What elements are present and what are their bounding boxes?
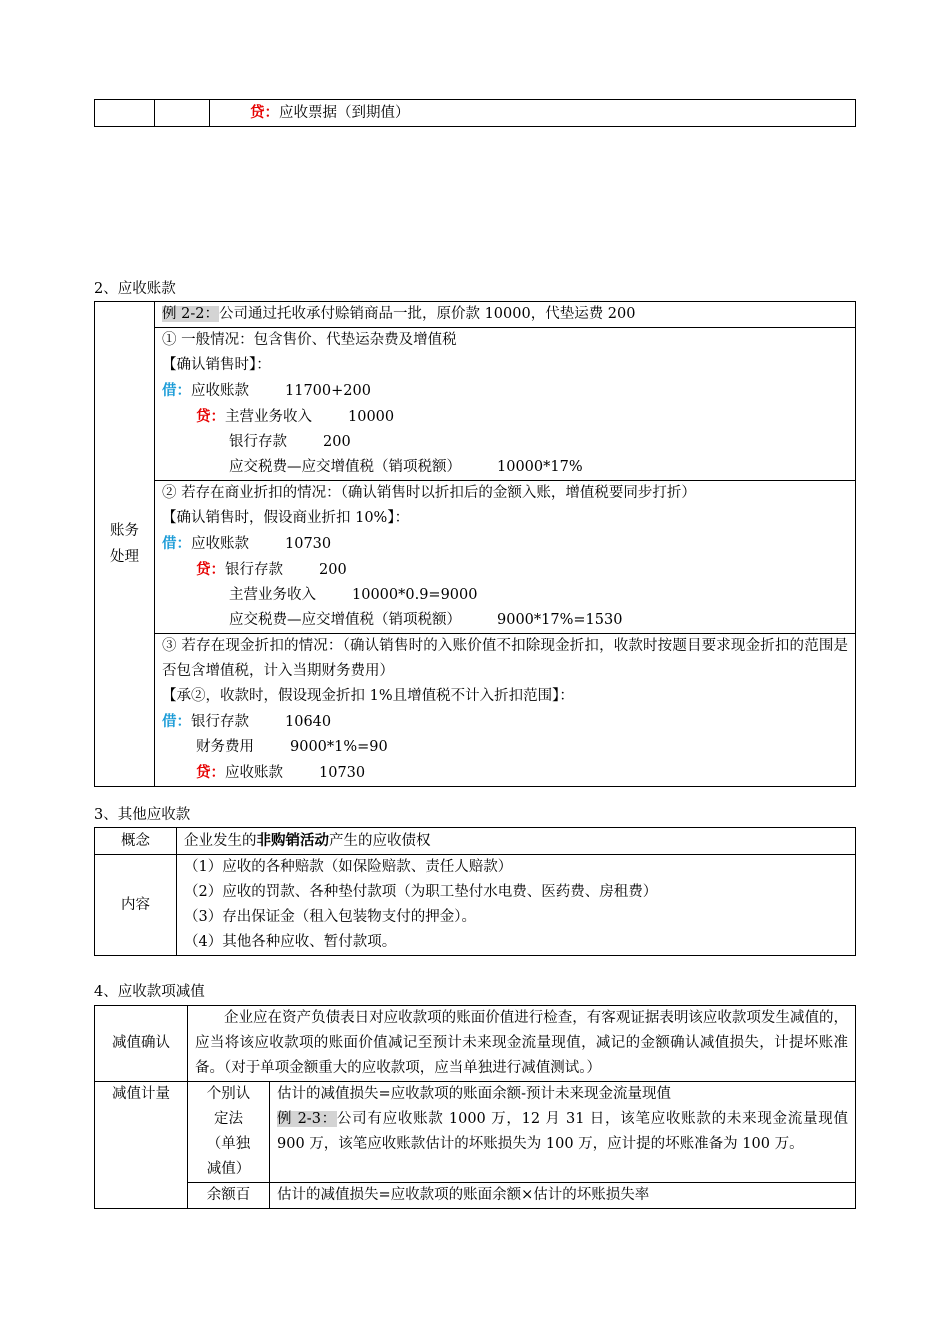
case-1-debit-line	[162, 378, 848, 404]
credit-label: 贷：	[250, 104, 279, 121]
debit-label: 借：	[162, 535, 191, 552]
list-item: （4）其他各种应收、暂付款项。	[184, 934, 397, 950]
credit-label: 贷：	[196, 561, 225, 578]
amount: 200	[319, 562, 347, 578]
method-2-formula: 估计的减值损失=应收款项的账面余额×估计的坏账损失率	[270, 1183, 856, 1209]
account: 银行存款	[191, 714, 249, 730]
account: 银行存款	[229, 434, 287, 450]
case-3-cell	[155, 634, 856, 787]
amount: 10000	[348, 409, 395, 425]
amount: 10640	[285, 714, 332, 730]
case-1-cell	[155, 328, 856, 481]
table-row	[95, 302, 856, 328]
credit-text: 应收票据（到期值）	[279, 105, 410, 121]
example-label: 例 2-2：	[162, 306, 219, 322]
account: 应收账款	[225, 765, 283, 781]
case-3-confirm: 【承②，收款时，假设现金折扣 1%且增值税不计入折扣范围】：	[162, 688, 574, 704]
method-1-cell	[270, 1082, 856, 1183]
concept-bold: 非购销活动	[256, 832, 329, 849]
case-2-cell	[155, 481, 856, 634]
account: 财务费用	[196, 739, 254, 755]
case-3-debit-line	[162, 709, 848, 735]
section-4-title: 4、应收款项减值	[94, 984, 205, 1000]
table-row	[95, 855, 856, 956]
amount: 10730	[285, 536, 332, 552]
table-row	[95, 1183, 856, 1209]
method-1-formula: 估计的减值损失=应收款项的账面余额-预计未来现金流量现值	[277, 1086, 672, 1102]
case-1-credit-line	[162, 455, 848, 480]
case-2-debit-line	[162, 531, 848, 557]
case-1-credit-line	[162, 430, 848, 455]
top-journal-table	[94, 99, 856, 127]
method-2-label: 余额百	[188, 1183, 270, 1209]
account: 应收账款	[191, 383, 249, 399]
concept-label: 概念	[95, 828, 177, 855]
method-1-label: 个别认定法（单独减值）	[188, 1082, 270, 1183]
concept-pre: 企业发生的	[184, 833, 257, 849]
credit-line	[210, 100, 856, 127]
amount: 10000*0.9=9000	[352, 587, 478, 603]
case-1-confirm: 【确认销售时】：	[162, 357, 271, 373]
case-3-title: ③ 若存在现金折扣的情况：（确认销售时的入账价值不扣除现金折扣，收款时按题目要求现金折扣的范围是否包含增值税，计入当期财务费用）	[162, 638, 848, 679]
content-label: 内容	[95, 855, 177, 956]
example-label: 例 2-3：	[277, 1111, 337, 1127]
case-3-credit-line	[162, 760, 848, 786]
section-3-title: 3、其他应收款	[94, 807, 191, 823]
table-row	[95, 634, 856, 787]
case-1-title: ① 一般情况：包含售价、代垫运杂费及增值税	[162, 332, 457, 348]
case-2-title: ② 若存在商业折扣的情况：（确认销售时以折扣后的金额入账，增值税要同步打折）	[162, 485, 696, 501]
amount: 9000*1%=90	[290, 739, 388, 755]
list-item: （3）存出保证金（租入包装物支付的押金）。	[184, 909, 476, 925]
case-2-credit-line	[162, 557, 848, 583]
receivables-table	[94, 301, 856, 787]
account: 主营业务收入	[229, 587, 316, 603]
amount: 200	[323, 434, 351, 450]
case-2-confirm: 【确认销售时，假设商业折扣 10%】：	[162, 510, 410, 526]
table-row	[95, 100, 856, 127]
empty-cell	[95, 100, 155, 127]
account: 应交税费—应交增值税（销项税额）	[229, 612, 461, 628]
debit-label: 借：	[162, 713, 191, 730]
content-cell	[177, 855, 856, 956]
credit-label: 贷：	[196, 408, 225, 425]
concept-cell	[177, 828, 856, 855]
account: 应交税费—应交增值税（销项税额）	[229, 459, 461, 475]
amount: 9000*17%=1530	[497, 612, 623, 628]
account: 应收账款	[191, 536, 249, 552]
debit-label: 借：	[162, 382, 191, 399]
case-2-credit-line	[162, 583, 848, 608]
impairment-table	[94, 1005, 856, 1209]
example-text: 公司有应收账款 1000 万，12 月 31 日，该笔应收账款的未来现金流量现值 900 万，该笔应收账款估计的坏账损失为 100 万，应计提的坏账准备为 100 万。	[277, 1111, 848, 1152]
account: 主营业务收入	[225, 409, 312, 425]
case-3-debit-line	[162, 735, 848, 760]
measurement-label: 减值计量	[95, 1082, 188, 1209]
amount: 10000*17%	[497, 459, 583, 475]
example-text: 公司通过托收承付赊销商品一批，原价款 10000，代垫运费 200	[218, 306, 636, 322]
recognition-label: 减值确认	[95, 1006, 188, 1082]
table-row	[95, 1006, 856, 1082]
table-row	[95, 328, 856, 481]
credit-label: 贷：	[196, 764, 225, 781]
table-row	[95, 1082, 856, 1183]
other-receivables-table	[94, 827, 856, 956]
empty-cell	[155, 100, 210, 127]
recognition-text: 企业应在资产负债表日对应收款项的账面价值进行检查，有客观证据表明该应收款项发生减值的，应当将该应收款项的账面价值减记至预计未来现金流量现值，减记的金额确认减值损失，计提坏账准备。（对于单项金额重大的应收款项，应当单独进行减值测试。）	[188, 1006, 856, 1082]
table-row	[95, 828, 856, 855]
amount: 10730	[319, 765, 366, 781]
section-2-title: 2、应收账款	[94, 281, 176, 297]
table-row	[95, 481, 856, 634]
amount: 11700+200	[285, 383, 371, 399]
concept-post: 产生的应收债权	[329, 833, 431, 849]
list-item: （1）应收的各种赔款（如保险赔款、责任人赔款）	[184, 859, 513, 875]
row-header-accounting: 账务 处理	[95, 302, 155, 787]
account: 银行存款	[225, 562, 283, 578]
example-cell	[155, 302, 856, 328]
case-2-credit-line	[162, 608, 848, 633]
list-item: （2）应收的罚款、各种垫付款项（为职工垫付水电费、医药费、房租费）	[184, 884, 658, 900]
case-1-credit-line	[162, 404, 848, 430]
